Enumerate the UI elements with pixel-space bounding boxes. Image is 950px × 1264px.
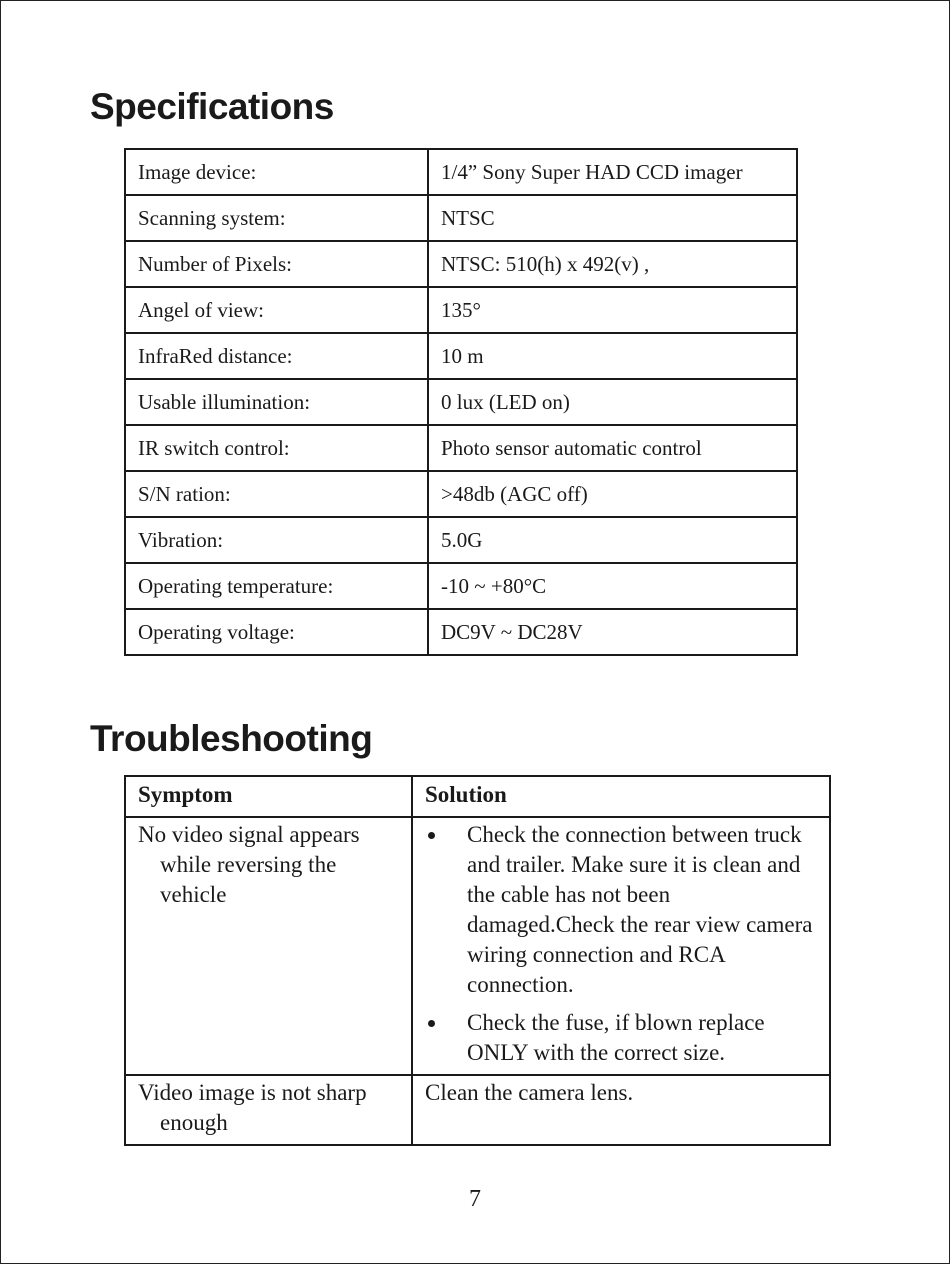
solution-item	[425, 1008, 817, 1068]
troubleshooting-row	[125, 817, 830, 1075]
spec-label: Operating voltage:	[125, 609, 428, 655]
spec-value: 135°	[428, 287, 797, 333]
spec-value: 10 m	[428, 333, 797, 379]
spec-label: Scanning system:	[125, 195, 428, 241]
troubleshooting-heading: Troubleshooting	[90, 718, 373, 759]
spec-value: 5.0G	[428, 517, 797, 563]
troubleshooting-header-row	[125, 776, 830, 817]
symptom-text: No video signal appears while reversing the vehicle	[138, 822, 360, 907]
solution-list	[425, 820, 817, 1068]
solution-text: Check the connection between truck and trailer. Make sure it is clean and the cable has not been damaged.Check the rear view camera wiring connection and RCA connection.	[467, 822, 813, 997]
symptom-cell	[125, 817, 412, 1075]
solution-cell	[412, 1075, 830, 1145]
spec-row	[125, 287, 797, 333]
spec-label: Vibration:	[125, 517, 428, 563]
spec-label: Usable illumination:	[125, 379, 428, 425]
spec-value: Photo sensor automatic control	[428, 425, 797, 471]
spec-label: Number of Pixels:	[125, 241, 428, 287]
solution-text: Clean the camera lens.	[425, 1080, 634, 1105]
spec-value: 0 lux (LED on)	[428, 379, 797, 425]
troubleshooting-row	[125, 1075, 830, 1145]
spec-value: 1/4” Sony Super HAD CCD imager	[428, 149, 797, 195]
spec-row	[125, 425, 797, 471]
spec-label: Image device:	[125, 149, 428, 195]
spec-row	[125, 609, 797, 655]
spec-row	[125, 149, 797, 195]
spec-row	[125, 517, 797, 563]
spec-value: -10 ~ +80°C	[428, 563, 797, 609]
page-number: 7	[469, 1186, 481, 1212]
symptom-cell	[125, 1075, 412, 1145]
bullet-icon	[428, 1020, 435, 1027]
spec-row	[125, 379, 797, 425]
solution-cell	[412, 817, 830, 1075]
spec-value: >48db (AGC off)	[428, 471, 797, 517]
spec-row	[125, 333, 797, 379]
solution-item	[425, 820, 817, 1000]
spec-value: NTSC: 510(h) x 492(v) ,	[428, 241, 797, 287]
spec-label: S/N ration:	[125, 471, 428, 517]
spec-value: DC9V ~ DC28V	[428, 609, 797, 655]
specifications-heading: Specifications	[90, 86, 334, 127]
spec-row	[125, 471, 797, 517]
spec-row	[125, 241, 797, 287]
spec-row	[125, 195, 797, 241]
spec-row	[125, 563, 797, 609]
solution-header: Solution	[412, 776, 830, 817]
symptom-text: Video image is not sharp enough	[138, 1080, 367, 1135]
solution-text: Check the fuse, if blown replace ONLY with the correct size.	[467, 1010, 765, 1065]
spec-label: IR switch control:	[125, 425, 428, 471]
symptom-header: Symptom	[125, 776, 412, 817]
spec-label: InfraRed distance:	[125, 333, 428, 379]
troubleshooting-table	[124, 775, 831, 1146]
spec-label: Angel of view:	[125, 287, 428, 333]
bullet-icon	[428, 832, 435, 839]
specifications-table	[124, 148, 798, 656]
spec-label: Operating temperature:	[125, 563, 428, 609]
spec-value: NTSC	[428, 195, 797, 241]
